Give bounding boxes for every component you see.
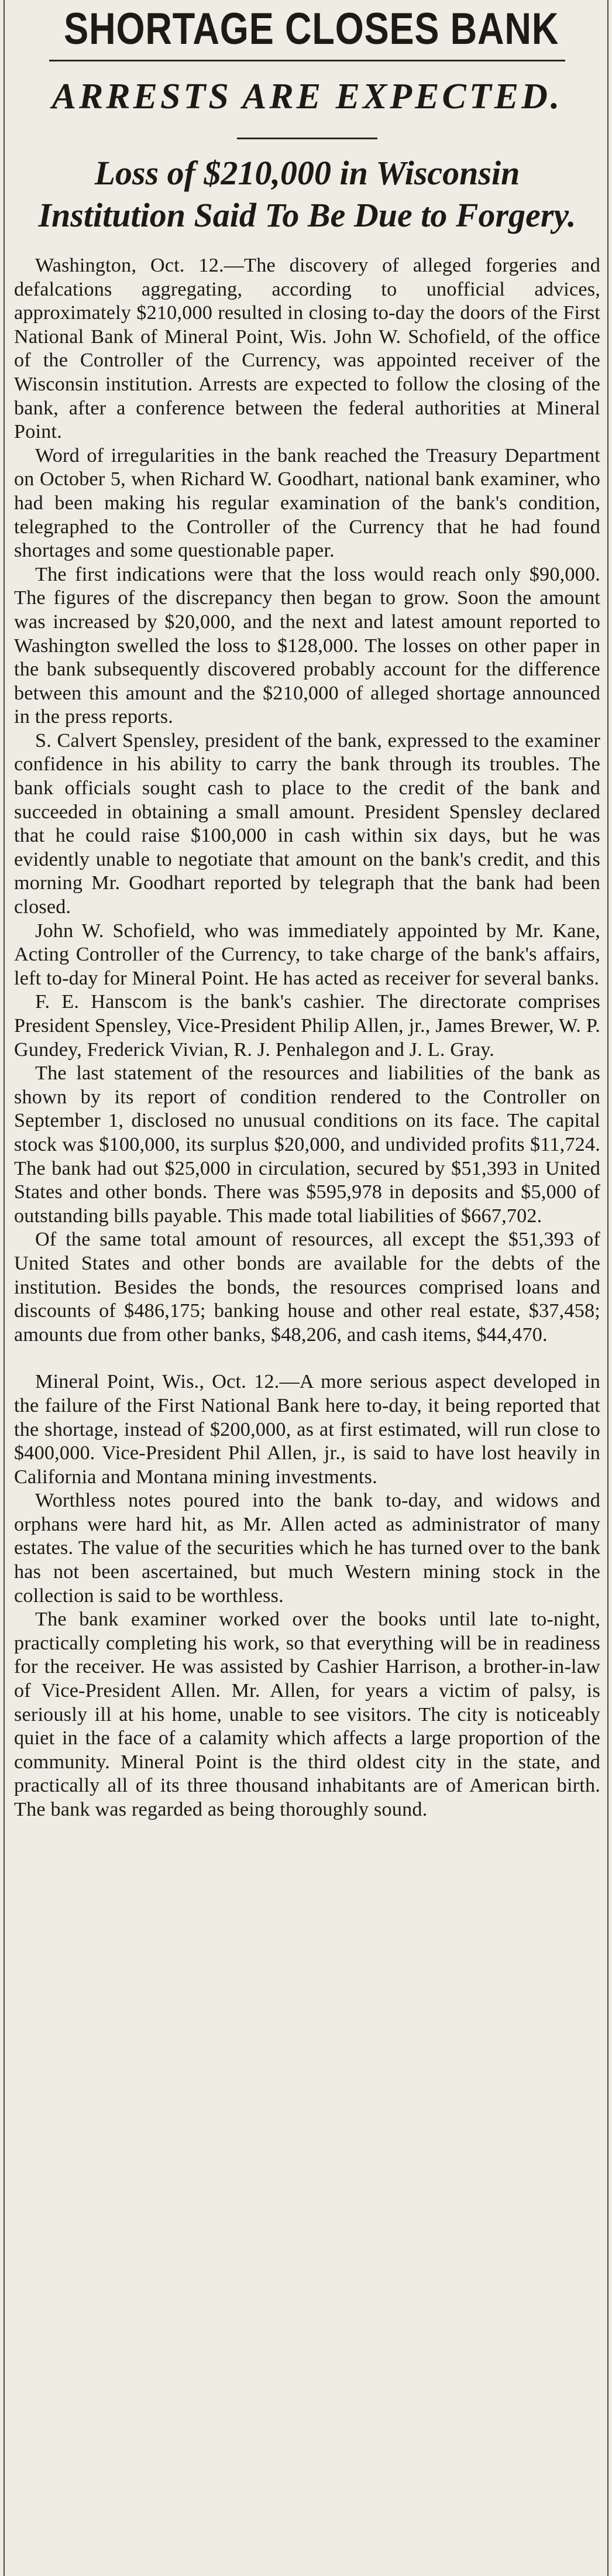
washington-paragraph: Word of irregularities in the bank reached the Treasury Department on October 5, when Richard W. Goodhart, national bank examiner, who had been making his regular examination of the bank's condition, telegraphed to the Controller of the Currency that he had found shortages and some questionable paper. — [14, 444, 600, 562]
article-body — [14, 254, 600, 1822]
washington-paragraph: John W. Schofield, who was immediately appointed by Mr. Kane, Acting Controller of the Currency, to take charge of the bank's affairs, left to-day for Mineral Point. He has acted as receiver for several banks. — [14, 920, 600, 989]
column-rule-right — [607, 0, 608, 2576]
washington-paragraph: The first indications were that the loss would reach only $90,000. The figures of the discrepancy then began to grow. Soon the amount was increased by $20,000, and the next and latest amount reported to Washington swelled the loss to $128,000. The losses on other paper in the bank subsequently discovered probably account for the difference between this amount and the $210,000 of alleged shortage announced in the press reports. — [14, 563, 600, 728]
mineral-point-paragraph: Mineral Point, Wis., Oct. 12.—A more serious aspect developed in the failure of the First National Bank here to-day, it being reported that the shortage, instead of $200,000, as at first estimated, will run close to $400,000. Vice-President Phil Allen, jr., is said to have lost heavily in California and Montana mining investments. — [14, 1371, 600, 1488]
mineral-point-paragraph: Worthless notes poured into the bank to-day, and widows and orphans were hard hit, as Mr. Allen acted as administrator of many estates. The value of the securities which he has turned over to the bank has not been ascertained, but much Western mining stock in the collection is said to be worthless. — [14, 1490, 600, 1607]
washington-paragraph: F. E. Hanscom is the bank's cashier. The directorate comprises President Spensley, Vice-President Philip Allen, jr., James Brewer, W. P. Gundey, Frederick Vivian, R. J. Penhalegon and J. L. Gray. — [14, 991, 600, 1061]
deck-divider — [237, 138, 377, 139]
washington-paragraph: Washington, Oct. 12.—The discovery of alleged forgeries and defalcations aggregating, according to unofficial advices, approximately $210,000 resulted in closing to-day the doors of the First National Bank of Mineral Point, Wis. John W. Schofield, of the office of the Controller of the Currency, was appointed receiver of the Wisconsin institution. Arrests are expected to follow the closing of the bank, after a conference between the federal authorities at Mineral Point. — [14, 255, 600, 443]
sub-headline: Loss of $210,000 in Wisconsin Institution Said To Be Due to Forgery. — [38, 154, 576, 234]
deck-headline: ARRESTS ARE EXPECTED. — [51, 77, 563, 116]
section-break — [14, 1347, 600, 1370]
main-headline: SHORTAGE CLOSES BANK — [64, 4, 559, 54]
washington-paragraph: S. Calvert Spensley, president of the bank, expressed to the examiner confidence in his ability to carry the bank through its troubles. The bank officials sought cash to place to the credit of the bank and succeeded in obtaining a small amount. President Spensley declared that he could raise $100,000 in cash within six days, but he was evidently unable to negotiate that amount on the bank's credit, and this morning Mr. Goodhart reported by telegraph that the bank had been closed. — [14, 729, 600, 918]
washington-paragraph: Of the same total amount of resources, all except the $51,393 of United States and other bonds are available for the debts of the institution. Besides the bonds, the resources comprised loans and discounts of $486,175; banking house and other real estate, $37,458; amounts due from other banks, $48,206, and cash items, $44,470. — [14, 1229, 600, 1346]
mineral-point-paragraph: The bank examiner worked over the books until late to-night, practically completing his work, so that everything will be in readiness for the receiver. He was assisted by Cashier Harrison, a brother-in-law of Vice-President Allen. Mr. Allen, for years a victim of palsy, is seriously ill at his home, unable to see visitors. The city is noticeably quiet in the face of a calamity which affects a large proportion of the community. Mineral Point is the third oldest city in the state, and practically all of its three thousand inhabitants are of American birth. The bank was regarded as being thoroughly sound. — [14, 1608, 600, 1820]
washington-paragraph: The last statement of the resources and liabilities of the bank as shown by its report of condition rendered to the Controller on September 1, disclosed no unusual conditions on its face. The capital stock was $100,000, its surplus $20,000, and undivided profits $11,724. The bank had out $25,000 in circulation, secured by $51,393 in United States and other bonds. There was $595,978 in deposits and $5,000 of outstanding bills payable. This made total liabilities of $667,702. — [14, 1062, 600, 1227]
column-rule-left — [4, 0, 5, 2576]
